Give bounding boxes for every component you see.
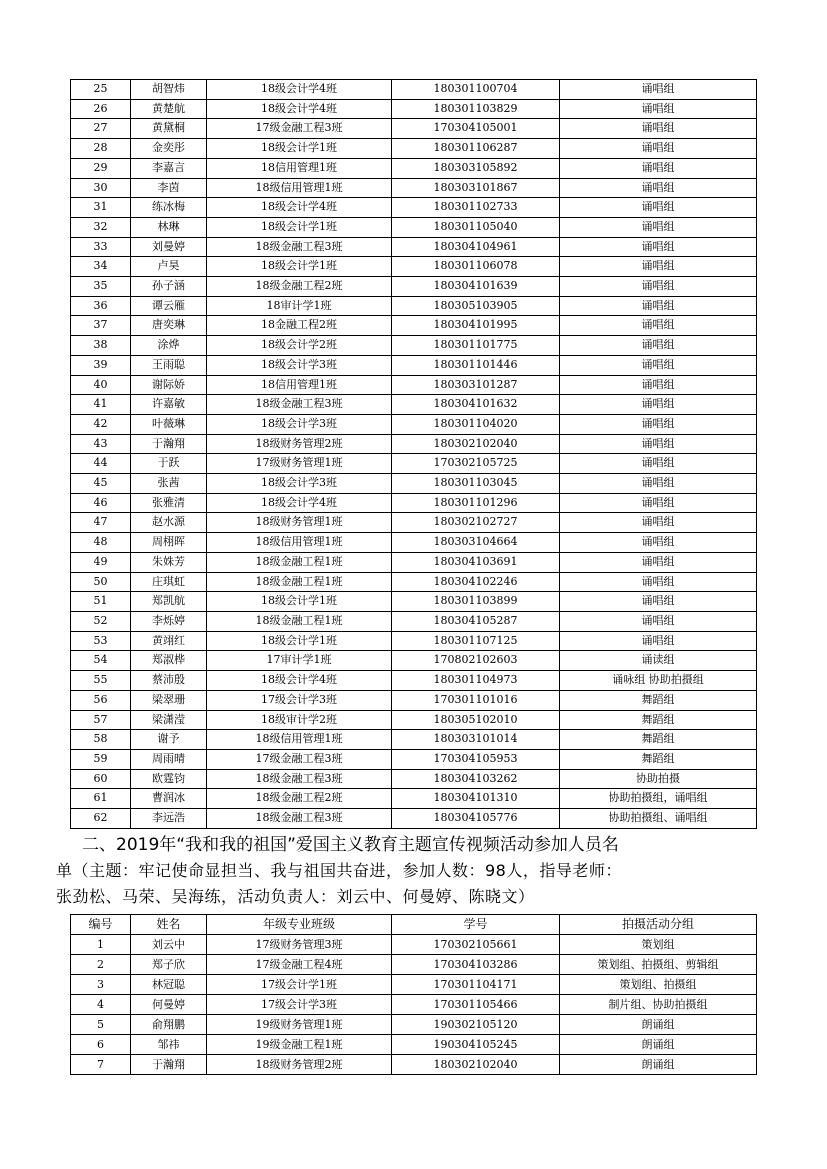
cell-group: 舞蹈组	[560, 730, 757, 750]
cell-number: 3	[71, 975, 131, 995]
cell-class: 17级金融工程3班	[207, 119, 392, 139]
table-row	[71, 158, 757, 178]
cell-number: 57	[71, 710, 131, 730]
cell-student-id: 180304101639	[392, 277, 560, 297]
cell-class: 18级金融工程2班	[207, 277, 392, 297]
cell-student-id: 170301104171	[392, 975, 560, 995]
cell-class: 17级金融工程4班	[207, 955, 392, 975]
cell-name: 刘云中	[131, 935, 207, 955]
table-header-row	[71, 915, 757, 935]
table-row	[71, 1015, 757, 1035]
cell-student-id: 180304101995	[392, 316, 560, 336]
table-row	[71, 730, 757, 750]
section-2-title: 二、2019年“我和我的祖国”爱国主义教育主题宣传视频活动参加人员名	[82, 835, 619, 855]
cell-group: 协助拍摄组、诵唱组	[560, 809, 757, 829]
cell-student-id: 180301106078	[392, 257, 560, 277]
header-number: 编号	[71, 915, 131, 935]
cell-class: 18级金融工程3班	[207, 769, 392, 789]
cell-name: 于跃	[131, 454, 207, 474]
section-2-subtitle-line1: 单（主题：牢记使命显担当、我与祖国共奋进，参加人数：98人，指导老师：	[56, 861, 622, 880]
cell-name: 孙子涵	[131, 277, 207, 297]
cell-number: 60	[71, 769, 131, 789]
cell-name: 梁潇滢	[131, 710, 207, 730]
cell-class: 18级会计学4班	[207, 671, 392, 691]
header-class: 年级专业班级	[207, 915, 392, 935]
cell-number: 48	[71, 533, 131, 553]
cell-group: 诵唱组	[560, 296, 757, 316]
table-row	[71, 414, 757, 434]
cell-number: 49	[71, 552, 131, 572]
cell-student-id: 180305103905	[392, 296, 560, 316]
cell-number: 61	[71, 789, 131, 809]
cell-student-id: 180301101446	[392, 355, 560, 375]
video-activity-table-body	[71, 935, 757, 1075]
cell-class: 17审计学1班	[207, 651, 392, 671]
cell-group: 诵唱组	[560, 217, 757, 237]
cell-name: 黄黛桐	[131, 119, 207, 139]
cell-group: 制片组、协助拍摄组	[560, 995, 757, 1015]
cell-class: 18级会计学4班	[207, 80, 392, 100]
cell-group: 诵唱组	[560, 454, 757, 474]
cell-number: 43	[71, 434, 131, 454]
table-row	[71, 749, 757, 769]
table-row	[71, 178, 757, 198]
cell-group: 诵唱组	[560, 158, 757, 178]
cell-group: 朗诵组	[560, 1055, 757, 1075]
table-row	[71, 217, 757, 237]
cell-group: 诵唱组	[560, 395, 757, 415]
cell-student-id: 180303101014	[392, 730, 560, 750]
cell-class: 18级会计学4班	[207, 198, 392, 218]
cell-name: 李远浩	[131, 809, 207, 829]
cell-name: 蔡沛殷	[131, 671, 207, 691]
cell-number: 42	[71, 414, 131, 434]
cell-group: 诵唱组	[560, 277, 757, 297]
cell-student-id: 180305102010	[392, 710, 560, 730]
cell-class: 18级会计学1班	[207, 139, 392, 159]
cell-number: 58	[71, 730, 131, 750]
cell-student-id: 180304103262	[392, 769, 560, 789]
cell-name: 郑凯航	[131, 592, 207, 612]
table-row	[71, 434, 757, 454]
cell-name: 李嘉言	[131, 158, 207, 178]
cell-name: 刘曼婷	[131, 237, 207, 257]
cell-class: 18级会计学4班	[207, 99, 392, 119]
cell-student-id: 180303105892	[392, 158, 560, 178]
table-row	[71, 198, 757, 218]
header-group: 拍摄活动分组	[560, 915, 757, 935]
cell-student-id: 170301101016	[392, 690, 560, 710]
table-row	[71, 336, 757, 356]
cell-student-id: 180302102040	[392, 1055, 560, 1075]
table-row	[71, 139, 757, 159]
cell-class: 18级会计学2班	[207, 336, 392, 356]
cell-class: 17级财务管理3班	[207, 935, 392, 955]
cell-number: 33	[71, 237, 131, 257]
table-row	[71, 1055, 757, 1075]
cell-name: 于瀚翔	[131, 1055, 207, 1075]
cell-name: 唐奕琳	[131, 316, 207, 336]
table-row	[71, 277, 757, 297]
cell-group: 诵唱组	[560, 572, 757, 592]
cell-group: 朗诵组	[560, 1035, 757, 1055]
cell-name: 郑淑桦	[131, 651, 207, 671]
cell-student-id: 180303101867	[392, 178, 560, 198]
cell-student-id: 180301100704	[392, 80, 560, 100]
cell-group: 诵唱组	[560, 631, 757, 651]
cell-student-id: 190304105245	[392, 1035, 560, 1055]
table-row	[71, 513, 757, 533]
cell-student-id: 180303104664	[392, 533, 560, 553]
cell-student-id: 180301106287	[392, 139, 560, 159]
cell-name: 周栩晖	[131, 533, 207, 553]
cell-class: 18级金融工程3班	[207, 395, 392, 415]
cell-number: 6	[71, 1035, 131, 1055]
section-2-heading	[56, 832, 762, 910]
cell-group: 诵唱组	[560, 119, 757, 139]
cell-student-id: 170302105661	[392, 935, 560, 955]
cell-number: 7	[71, 1055, 131, 1075]
table-row	[71, 955, 757, 975]
cell-group: 诵唱组	[560, 611, 757, 631]
cell-class: 17级金融工程3班	[207, 749, 392, 769]
cell-group: 诵唱组	[560, 198, 757, 218]
cell-number: 28	[71, 139, 131, 159]
cell-number: 35	[71, 277, 131, 297]
cell-group: 策划组、拍摄组	[560, 975, 757, 995]
cell-number: 30	[71, 178, 131, 198]
cell-class: 18级金融工程1班	[207, 572, 392, 592]
cell-number: 46	[71, 493, 131, 513]
cell-class: 19级财务管理1班	[207, 1015, 392, 1035]
cell-class: 19级金融工程1班	[207, 1035, 392, 1055]
cell-student-id: 180304102246	[392, 572, 560, 592]
cell-class: 17级财务管理1班	[207, 454, 392, 474]
cell-student-id: 180301103045	[392, 474, 560, 494]
table-row	[71, 395, 757, 415]
cell-student-id: 170802102603	[392, 651, 560, 671]
table-row	[71, 237, 757, 257]
cell-student-id: 180301105040	[392, 217, 560, 237]
cell-group: 诵唱组	[560, 414, 757, 434]
cell-student-id: 180301101775	[392, 336, 560, 356]
cell-name: 练冰梅	[131, 198, 207, 218]
table-row	[71, 789, 757, 809]
cell-group: 策划组	[560, 935, 757, 955]
cell-group: 朗诵组	[560, 1015, 757, 1035]
cell-group: 舞蹈组	[560, 710, 757, 730]
cell-class: 18级信用管理1班	[207, 730, 392, 750]
cell-name: 许嘉敏	[131, 395, 207, 415]
cell-name: 林琳	[131, 217, 207, 237]
cell-student-id: 180304103691	[392, 552, 560, 572]
cell-name: 王雨聪	[131, 355, 207, 375]
cell-student-id: 180302102727	[392, 513, 560, 533]
cell-number: 41	[71, 395, 131, 415]
table-row	[71, 995, 757, 1015]
cell-class: 17级会计学3班	[207, 995, 392, 1015]
header-name: 姓名	[131, 915, 207, 935]
cell-number: 55	[71, 671, 131, 691]
table-row	[71, 690, 757, 710]
cell-group: 诵唱组	[560, 237, 757, 257]
cell-number: 5	[71, 1015, 131, 1035]
table-row	[71, 651, 757, 671]
table-row	[71, 552, 757, 572]
cell-student-id: 170304103286	[392, 955, 560, 975]
cell-name: 俞翔鹏	[131, 1015, 207, 1035]
cell-class: 18信用管理1班	[207, 158, 392, 178]
cell-group: 诵咏组 协助拍摄组	[560, 671, 757, 691]
cell-number: 4	[71, 995, 131, 1015]
cell-group: 诵唱组	[560, 375, 757, 395]
cell-student-id: 180301104973	[392, 671, 560, 691]
cell-group: 诵唱组	[560, 552, 757, 572]
cell-student-id: 170304105001	[392, 119, 560, 139]
cell-class: 18级金融工程1班	[207, 552, 392, 572]
cell-student-id: 180301102733	[392, 198, 560, 218]
cell-student-id: 180301104020	[392, 414, 560, 434]
cell-group: 诵唱组	[560, 178, 757, 198]
cell-class: 18级信用管理1班	[207, 178, 392, 198]
participants-table-part1	[70, 79, 757, 829]
cell-name: 黄楚航	[131, 99, 207, 119]
cell-class: 18金融工程2班	[207, 316, 392, 336]
cell-number: 45	[71, 474, 131, 494]
cell-group: 舞蹈组	[560, 749, 757, 769]
cell-name: 卢昊	[131, 257, 207, 277]
cell-group: 诵读组	[560, 651, 757, 671]
table-row	[71, 935, 757, 955]
cell-name: 欧霆钧	[131, 769, 207, 789]
cell-number: 52	[71, 611, 131, 631]
cell-name: 周雨晴	[131, 749, 207, 769]
cell-group: 诵唱组	[560, 257, 757, 277]
cell-group: 诵唱组	[560, 355, 757, 375]
cell-student-id: 180304101310	[392, 789, 560, 809]
cell-student-id: 170302105725	[392, 454, 560, 474]
cell-class: 17级会计学1班	[207, 975, 392, 995]
cell-student-id: 180304104961	[392, 237, 560, 257]
table-row	[71, 257, 757, 277]
cell-name: 邹祎	[131, 1035, 207, 1055]
cell-number: 56	[71, 690, 131, 710]
cell-name: 谢际娇	[131, 375, 207, 395]
table-row	[71, 80, 757, 100]
cell-number: 54	[71, 651, 131, 671]
cell-class: 18级会计学3班	[207, 474, 392, 494]
cell-student-id: 170301105466	[392, 995, 560, 1015]
cell-number: 32	[71, 217, 131, 237]
cell-student-id: 180301103899	[392, 592, 560, 612]
cell-class: 18级会计学4班	[207, 493, 392, 513]
cell-number: 31	[71, 198, 131, 218]
cell-name: 李茵	[131, 178, 207, 198]
cell-class: 18级金融工程3班	[207, 237, 392, 257]
cell-number: 39	[71, 355, 131, 375]
table-row	[71, 631, 757, 651]
cell-name: 何曼婷	[131, 995, 207, 1015]
header-student-id: 学号	[392, 915, 560, 935]
cell-number: 47	[71, 513, 131, 533]
cell-number: 44	[71, 454, 131, 474]
cell-class: 18级金融工程1班	[207, 611, 392, 631]
cell-class: 18级会计学1班	[207, 592, 392, 612]
cell-name: 朱姝芳	[131, 552, 207, 572]
cell-name: 庄琪虹	[131, 572, 207, 592]
cell-name: 金奕彤	[131, 139, 207, 159]
cell-name: 赵水源	[131, 513, 207, 533]
cell-group: 诵唱组	[560, 533, 757, 553]
table-row	[71, 572, 757, 592]
cell-number: 1	[71, 935, 131, 955]
cell-name: 叶薇琳	[131, 414, 207, 434]
table-row	[71, 454, 757, 474]
cell-number: 25	[71, 80, 131, 100]
cell-name: 郑子欣	[131, 955, 207, 975]
cell-number: 26	[71, 99, 131, 119]
cell-name: 张雅清	[131, 493, 207, 513]
cell-student-id: 190302105120	[392, 1015, 560, 1035]
cell-name: 梁翠珊	[131, 690, 207, 710]
cell-number: 59	[71, 749, 131, 769]
table-row	[71, 119, 757, 139]
cell-group: 诵唱组	[560, 493, 757, 513]
table-row	[71, 375, 757, 395]
cell-class: 18级会计学1班	[207, 631, 392, 651]
cell-name: 于瀚翔	[131, 434, 207, 454]
cell-student-id: 180304101632	[392, 395, 560, 415]
cell-number: 51	[71, 592, 131, 612]
table-row	[71, 592, 757, 612]
cell-class: 18级会计学1班	[207, 257, 392, 277]
cell-student-id: 180304105287	[392, 611, 560, 631]
cell-group: 协助拍摄组，诵唱组	[560, 789, 757, 809]
cell-class: 18级审计学2班	[207, 710, 392, 730]
table-row	[71, 1035, 757, 1055]
cell-name: 张茜	[131, 474, 207, 494]
cell-student-id: 170304105953	[392, 749, 560, 769]
cell-name: 谢予	[131, 730, 207, 750]
table-row	[71, 809, 757, 829]
table-row	[71, 611, 757, 631]
cell-student-id: 180301107125	[392, 631, 560, 651]
cell-class: 18级会计学3班	[207, 414, 392, 434]
cell-class: 17级会计学3班	[207, 690, 392, 710]
cell-group: 诵唱组	[560, 99, 757, 119]
table-row	[71, 710, 757, 730]
table-row	[71, 355, 757, 375]
table-row	[71, 533, 757, 553]
cell-class: 18级会计学3班	[207, 355, 392, 375]
cell-number: 27	[71, 119, 131, 139]
cell-class: 18审计学1班	[207, 296, 392, 316]
cell-group: 诵唱组	[560, 474, 757, 494]
cell-number: 62	[71, 809, 131, 829]
cell-number: 36	[71, 296, 131, 316]
cell-number: 38	[71, 336, 131, 356]
participants-table-body	[71, 80, 757, 829]
table-row	[71, 296, 757, 316]
cell-class: 18级财务管理2班	[207, 1055, 392, 1075]
table-row	[71, 474, 757, 494]
cell-group: 舞蹈组	[560, 690, 757, 710]
cell-group: 协助拍摄	[560, 769, 757, 789]
cell-group: 诵唱组	[560, 336, 757, 356]
cell-class: 18级金融工程3班	[207, 809, 392, 829]
cell-name: 黄翊红	[131, 631, 207, 651]
cell-class: 18级会计学1班	[207, 217, 392, 237]
cell-number: 2	[71, 955, 131, 975]
cell-number: 37	[71, 316, 131, 336]
cell-number: 53	[71, 631, 131, 651]
cell-name: 曹润冰	[131, 789, 207, 809]
cell-group: 诵唱组	[560, 139, 757, 159]
cell-group: 策划组、拍摄组、剪辑组	[560, 955, 757, 975]
video-activity-table	[70, 914, 757, 1075]
cell-group: 诵唱组	[560, 592, 757, 612]
cell-name: 谭云雁	[131, 296, 207, 316]
cell-name: 涂烨	[131, 336, 207, 356]
table-row	[71, 671, 757, 691]
cell-student-id: 180302102040	[392, 434, 560, 454]
cell-name: 胡智炜	[131, 80, 207, 100]
cell-group: 诵唱组	[560, 513, 757, 533]
cell-student-id: 180304105776	[392, 809, 560, 829]
table-row	[71, 316, 757, 336]
cell-class: 18级财务管理1班	[207, 513, 392, 533]
cell-number: 29	[71, 158, 131, 178]
cell-student-id: 180303101287	[392, 375, 560, 395]
cell-group: 诵唱组	[560, 316, 757, 336]
table-row	[71, 769, 757, 789]
cell-class: 18级金融工程2班	[207, 789, 392, 809]
cell-number: 40	[71, 375, 131, 395]
cell-number: 50	[71, 572, 131, 592]
section-2-subtitle-line2: 张劲松、马荣、吴海练，活动负责人：刘云中、何曼婷、陈晓文）	[56, 887, 535, 906]
table-row	[71, 975, 757, 995]
cell-class: 18信用管理1班	[207, 375, 392, 395]
table-row	[71, 99, 757, 119]
cell-class: 18级财务管理2班	[207, 434, 392, 454]
cell-student-id: 180301101296	[392, 493, 560, 513]
cell-group: 诵唱组	[560, 434, 757, 454]
cell-student-id: 180301103829	[392, 99, 560, 119]
cell-number: 34	[71, 257, 131, 277]
cell-class: 18级信用管理1班	[207, 533, 392, 553]
cell-group: 诵唱组	[560, 80, 757, 100]
cell-name: 林冠聪	[131, 975, 207, 995]
cell-name: 李烁婷	[131, 611, 207, 631]
table-row	[71, 493, 757, 513]
